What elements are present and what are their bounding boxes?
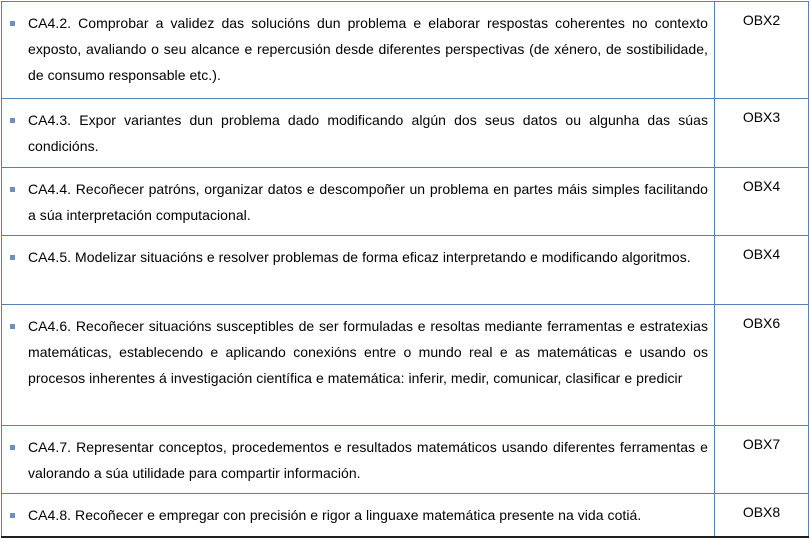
bullet-icon (10, 324, 15, 329)
criterion-text: CA4.7. Representar conceptos, procedementos e resultados matemáticos usando diferentes ferramentas e valorando a súa utilidade para compartir información. (28, 439, 708, 481)
criterion-text: CA4.5. Modelizar situacións e resolver problemas de forma eficaz interpretando e modificando algoritmos. (28, 249, 691, 265)
objective-cell: OBX3 (715, 99, 809, 168)
objective-cell: OBX4 (715, 168, 809, 236)
criterion-cell (2, 236, 715, 305)
criteria-table (1, 1, 809, 538)
criterion-cell (2, 99, 715, 168)
criterion-text: CA4.3. Expor variantes dun problema dado modificando algún dos seus datos ou algunha das súas condicións. (28, 112, 708, 154)
table-row (2, 494, 809, 537)
bullet-icon (10, 187, 15, 192)
bullet-icon (10, 255, 15, 260)
table-row (2, 2, 809, 99)
bullet-icon (10, 118, 15, 123)
objective-cell: OBX6 (715, 305, 809, 426)
criterion-text: CA4.4. Recoñecer patróns, organizar datos e descompoñer un problema en partes máis simples facilitando a súa interpretación computacional. (28, 181, 708, 223)
criterion-cell (2, 305, 715, 426)
criterion-text: CA4.2. Comprobar a validez das solucións dun problema e elaborar respostas coherentes no contexto exposto, avaliando o seu alcance e repercusión desde diferentes perspectivas (de xénero, de sostibilidade, de consumo responsable etc.). (28, 15, 708, 83)
objective-cell: OBX4 (715, 236, 809, 305)
table-row (2, 305, 809, 426)
criterion-cell (2, 2, 715, 99)
criterion-cell (2, 494, 715, 537)
table-row (2, 426, 809, 494)
objective-cell: OBX8 (715, 494, 809, 537)
criterion-cell (2, 426, 715, 494)
criterion-cell (2, 168, 715, 236)
bullet-icon (10, 513, 15, 518)
objective-cell: OBX2 (715, 2, 809, 99)
table-row (2, 236, 809, 305)
bullet-icon (10, 445, 15, 450)
objective-cell: OBX7 (715, 426, 809, 494)
criterion-text: CA4.8. Recoñecer e empregar con precisión e rigor a linguaxe matemática presente na vida cotiá. (28, 507, 642, 523)
bullet-icon (10, 21, 15, 26)
table-row (2, 99, 809, 168)
criterion-text: CA4.6. Recoñecer situacións susceptibles de ser formuladas e resoltas mediante ferramentas e estratexias matemáticas, establecendo e aplicando conexións entre o mundo real e as matemáticas e usando os procesos inherentes á investigación científica e matemática: inferir, medir, comunicar, clasificar e predicir (28, 318, 708, 386)
table-row (2, 168, 809, 236)
